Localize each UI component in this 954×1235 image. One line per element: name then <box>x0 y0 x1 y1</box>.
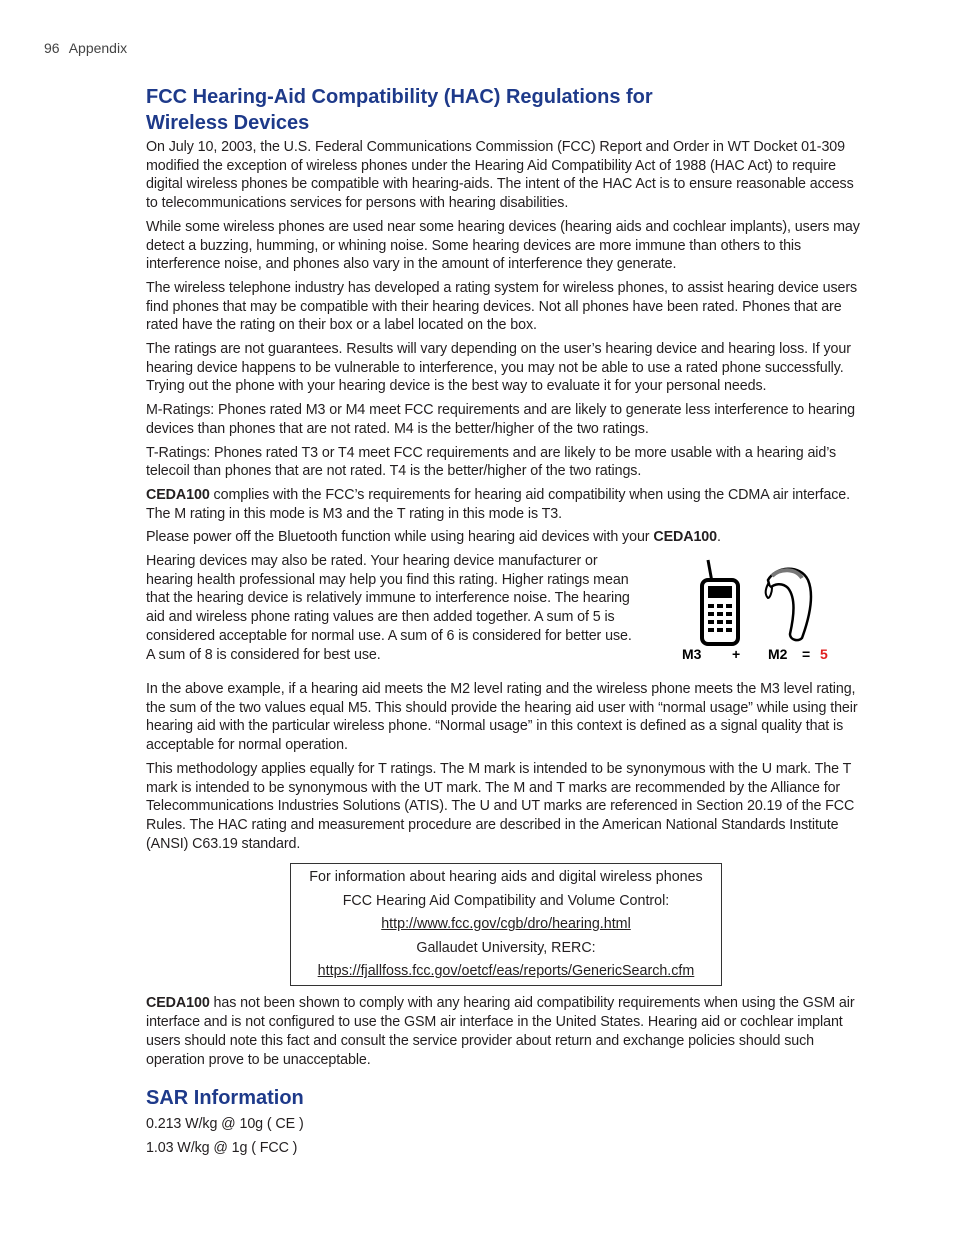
rating-figure <box>676 554 868 670</box>
hearing-aid-icon <box>766 569 811 640</box>
page-content <box>146 84 868 1163</box>
ceda-cdma-text: complies with the FCC’s requirements for hearing aid compatibility when using the CDMA air interface. The M rating in this mode is M3 and the T rating in this mode is T3. <box>146 486 851 522</box>
sar-title: SAR Information <box>146 1087 304 1110</box>
hac-paragraph-1: On July 10, 2003, the U.S. Federal Communications Commission (FCC) Report and Order in WT Docket 01-309 modified the exception of wireless phones under the Hearing Aid Compatibility Act of 1988 (HAC Act) to require digital wireless phones be compatible with hearing-aids. The intent of the HAC Act is to ensure reasonable access to telecommunications services for persons with hearing disabilities. <box>146 139 854 212</box>
page-number: 96 <box>44 40 60 56</box>
hearing-aid-rating-label: M2 <box>768 646 788 663</box>
product-name: CEDA100 <box>146 995 210 1012</box>
gallaudet-link[interactable]: https://fjallfoss.fcc.gov/oetcf/eas/reports/GenericSearch.cfm <box>317 963 695 980</box>
phone-rating-label: M3 <box>682 646 702 663</box>
bluetooth-period: . <box>717 529 721 546</box>
plus-sign: + <box>732 646 741 663</box>
gsm-paragraph <box>146 994 868 1069</box>
hac-paragraph-2: While some wireless phones are used near some hearing devices (hearing aids and cochlear implants), users may detect a buzzing, humming, or whining noise. Some hearing devices are more immune than others to this interference noise, and phones also vary in the amount of interference they generate. <box>146 218 860 273</box>
fcc-link[interactable]: http://www.fcc.gov/cgb/dro/hearing.html <box>381 916 631 933</box>
sar-section <box>146 1085 868 1157</box>
equals-sign: = <box>802 646 811 663</box>
rating-sum: 5 <box>820 646 828 663</box>
product-name: CEDA100 <box>653 529 718 546</box>
sar-ce-value: 0.213 W/kg @ 10g ( CE ) <box>146 1116 304 1133</box>
gallaudet-label: Gallaudet University, RERC: <box>416 939 596 956</box>
info-box <box>290 863 722 986</box>
bluetooth-paragraph <box>146 528 868 547</box>
phone-and-hearing-aid-illustration <box>676 554 868 646</box>
hac-paragraph-4: The ratings are not guarantees. Results will vary depending on the user’s hearing device and hearing loss. If your hearing device happens to be vulnerable to interference, you may not be able to use a rated phone successfully. Trying out the phone with your hearing device is the best way to evaluate it for your personal needs. <box>146 341 851 395</box>
hac-paragraph-3: The wireless telephone industry has developed a rating system for wireless phones, to assist hearing device users find phones that may be compatible with their hearing devices. Not all phones have been rated. Phones that are rated have the rating on their box or a label located on the box. <box>146 279 858 334</box>
hearing-devices-paragraph: Hearing devices may also be rated. Your hearing device manufacturer or hearing health professional may help you find this rating. Higher ratings mean that the hearing device is relatively immune to interference noise. The hearing aid and wireless phone rating values are then added together. A sum of 5 is considered acceptable for normal use. A sum of 6 is considered for better use. A sum of 8 is considered for best use. <box>146 553 632 663</box>
ceda-cdma-paragraph <box>146 486 868 523</box>
example-explanation-paragraph: In the above example, if a hearing aid meets the M2 level rating and the wireless phone meets the M3 level rating, the sum of the two values equal M5. This should provide the hearing aid user with “normal usage” while using their hearing aid with the particular wireless phone. “Normal usage” in this context is defined as a signal quality that is acceptable for normal operation. <box>146 681 858 754</box>
phone-icon <box>702 560 738 644</box>
bluetooth-text: Please power off the Bluetooth function while using hearing aid devices with your <box>146 529 654 546</box>
rating-example-block <box>146 552 868 670</box>
gsm-text: has not been shown to comply with any hearing aid compatibility requirements when using the GSM air interface and is not configured to use the GSM air interface in the United States. Hearing aid or cochlear implant users should note this fact and consult the service provider about return and exchange policies should such operation prove to be unacceptable. <box>146 995 855 1068</box>
sar-fcc-value: 1.03 W/kg @ 1g ( FCC ) <box>146 1139 298 1156</box>
info-box-heading: For information about hearing aids and digital wireless phones <box>309 869 703 886</box>
section-name: Appendix <box>68 40 128 56</box>
t-ratings-paragraph: T-Ratings: Phones rated T3 or T4 meet FCC requirements and are likely to be more usable with a hearing aid’s telecoil than phones that are not rated. T4 is the better/higher of the two ratings. <box>146 444 837 480</box>
fcc-label: FCC Hearing Aid Compatibility and Volume Control: <box>342 892 670 909</box>
page-header <box>44 40 127 56</box>
product-name: CEDA100 <box>146 486 210 503</box>
hac-title: FCC Hearing-Aid Compatibility (HAC) Regulations for Wireless Devices <box>146 86 653 134</box>
m-ratings-paragraph: M-Ratings: Phones rated M3 or M4 meet FCC requirements and are likely to generate less interference to hearing devices than phones that are not rated. M4 is the better/higher of the two ratings. <box>146 402 855 437</box>
methodology-paragraph: This methodology applies equally for T ratings. The M mark is intended to be synonymous with the U mark. The T mark is intended to be synonymous with the UT mark. The M and T marks are recommended by the Alliance for Telecommunications Industries Solutions (ATIS). The U and UT marks are referenced in Section 20.19 of the FCC Rules. The HAC rating and measurement procedure are described in the American National Standards Institute (ANSI) C63.19 standard. <box>146 760 855 852</box>
